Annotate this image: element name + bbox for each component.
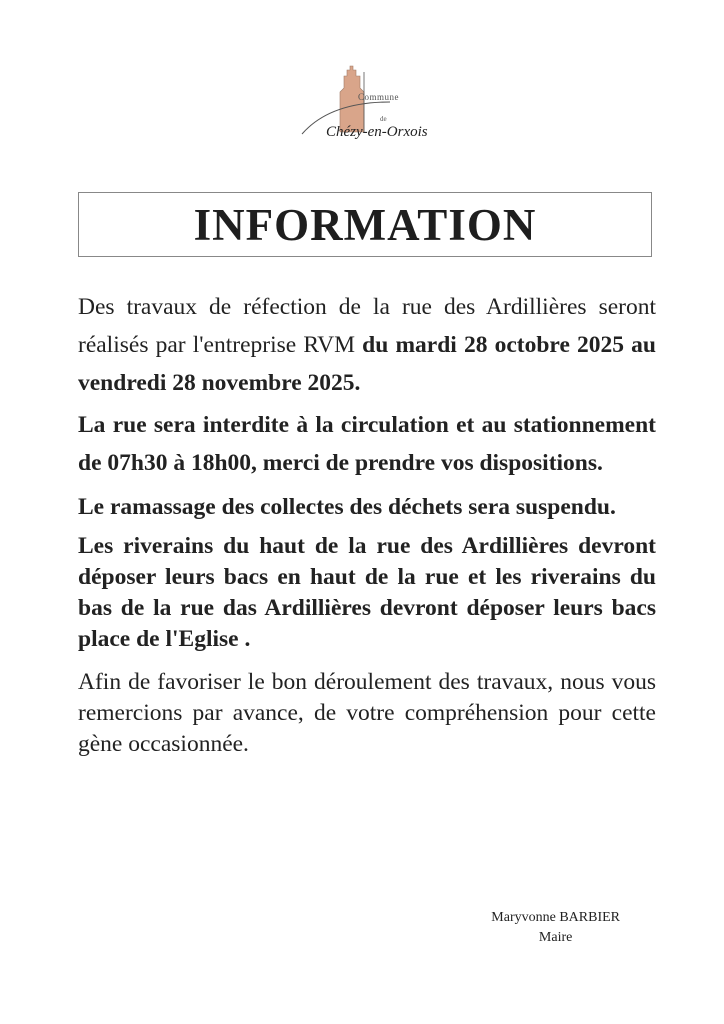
logo-text-commune: Commune: [358, 92, 399, 102]
notice-body: [78, 288, 656, 760]
signature-role: Maire: [538, 930, 573, 945]
paragraph-thanks: Afin de favoriser le bon déroulement des travaux, nous vous remercions par avance, de votre compréhension pour cette gène occasionnée.: [78, 669, 656, 757]
church-tower-logo-icon: [300, 62, 450, 162]
signature-name: Maryvonne BARBIER: [491, 910, 620, 925]
logo-text-de: de: [380, 115, 387, 123]
paragraph-works-dates: [78, 288, 656, 402]
title-box: [78, 192, 652, 257]
paragraph-waste-collection: Le ramassage des collectes des déchets sera suspendu.: [78, 494, 616, 520]
paragraph-works-text: Des travaux de réfection de la rue des Ardillières seront réalisés par l'entreprise RVM: [78, 294, 656, 358]
signature-block: [491, 908, 620, 948]
paragraph-residents-bins: Les riverains du haut de la rue des Ardillières devront déposer leurs bacs en haut de la rue et les riverains du bas de la rue das Ardillières devront déposer leurs bacs place de l'Eglise .: [78, 533, 656, 652]
commune-logo: [300, 62, 450, 162]
logo-text-town: Chézy-en-Orxois: [326, 124, 428, 140]
paragraph-road-closure: La rue sera interdite à la circulation et au stationnement de 07h30 à 18h00, merci de prendre vos dispositions.: [78, 412, 656, 476]
page-title: INFORMATION: [193, 199, 537, 250]
paragraph-works-dates-bold: du mardi 28 octobre 2025 au vendredi 28 novembre 2025.: [78, 332, 656, 396]
